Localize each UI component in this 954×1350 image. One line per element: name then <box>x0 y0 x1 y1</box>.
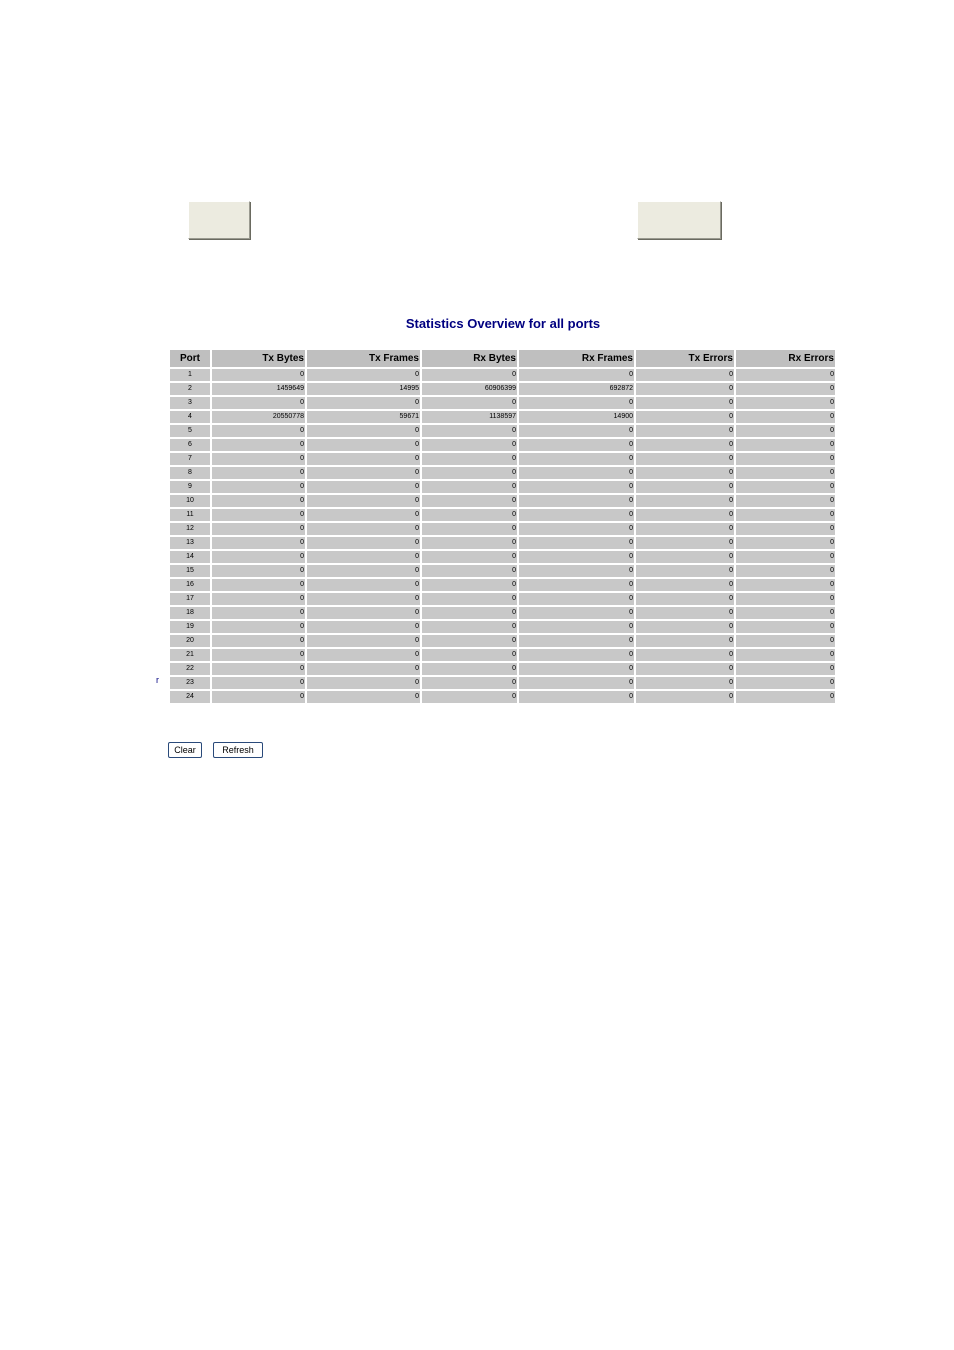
cell-tx-bytes: 0 <box>212 579 305 591</box>
cell-tx-frames: 59671 <box>307 411 420 423</box>
cell-tx-frames: 0 <box>307 537 420 549</box>
cell-rx-bytes: 0 <box>422 467 517 479</box>
clear-button[interactable]: Clear <box>168 742 202 758</box>
cell-rx-frames: 0 <box>519 537 634 549</box>
cell-rx-frames: 0 <box>519 593 634 605</box>
cell-tx-frames: 0 <box>307 649 420 661</box>
cell-port: 3 <box>170 397 210 409</box>
cell-rx-errors: 0 <box>736 523 835 535</box>
cell-rx-frames: 0 <box>519 453 634 465</box>
cell-port: 22 <box>170 663 210 675</box>
cell-rx-errors: 0 <box>736 425 835 437</box>
cell-tx-bytes: 0 <box>212 397 305 409</box>
cell-tx-bytes: 0 <box>212 593 305 605</box>
cell-port: 18 <box>170 607 210 619</box>
cell-rx-frames: 0 <box>519 495 634 507</box>
cell-rx-frames: 0 <box>519 565 634 577</box>
cell-rx-errors: 0 <box>736 411 835 423</box>
cell-port: 8 <box>170 467 210 479</box>
cell-rx-errors: 0 <box>736 369 835 381</box>
cell-tx-frames: 0 <box>307 551 420 563</box>
header-tx-errors: Tx Errors <box>636 350 734 367</box>
cell-tx-errors: 0 <box>636 677 734 689</box>
cell-rx-errors: 0 <box>736 467 835 479</box>
cell-tx-frames: 0 <box>307 677 420 689</box>
cell-rx-frames: 0 <box>519 579 634 591</box>
cell-rx-frames: 0 <box>519 621 634 633</box>
cell-rx-errors: 0 <box>736 383 835 395</box>
cell-tx-bytes: 20550778 <box>212 411 305 423</box>
cell-rx-errors: 0 <box>736 579 835 591</box>
cell-tx-errors: 0 <box>636 607 734 619</box>
cell-tx-frames: 0 <box>307 663 420 675</box>
table-header-row <box>170 350 835 367</box>
cell-rx-frames: 0 <box>519 425 634 437</box>
cell-port: 24 <box>170 691 210 703</box>
cell-rx-frames: 0 <box>519 649 634 661</box>
cell-rx-frames: 14900 <box>519 411 634 423</box>
header-port: Port <box>170 350 210 367</box>
table-row <box>170 691 835 703</box>
table-row <box>170 495 835 507</box>
cell-rx-frames: 0 <box>519 509 634 521</box>
cell-tx-errors: 0 <box>636 481 734 493</box>
cell-tx-frames: 0 <box>307 593 420 605</box>
cell-tx-errors: 0 <box>636 565 734 577</box>
cell-port: 20 <box>170 635 210 647</box>
cell-port: 10 <box>170 495 210 507</box>
cell-tx-errors: 0 <box>636 523 734 535</box>
cell-rx-bytes: 0 <box>422 425 517 437</box>
cell-port: 17 <box>170 593 210 605</box>
table-row <box>170 523 835 535</box>
table-row <box>170 607 835 619</box>
cell-tx-frames: 0 <box>307 425 420 437</box>
cell-rx-frames: 0 <box>519 691 634 703</box>
cell-tx-frames: 0 <box>307 509 420 521</box>
table-row <box>170 621 835 633</box>
cell-tx-frames: 0 <box>307 635 420 647</box>
cell-rx-errors: 0 <box>736 663 835 675</box>
cell-tx-frames: 0 <box>307 397 420 409</box>
cell-tx-frames: 14995 <box>307 383 420 395</box>
cell-port: 16 <box>170 579 210 591</box>
header-tx-frames: Tx Frames <box>307 350 420 367</box>
cell-rx-bytes: 0 <box>422 607 517 619</box>
cell-tx-errors: 0 <box>636 537 734 549</box>
cell-rx-bytes: 0 <box>422 369 517 381</box>
cell-tx-bytes: 0 <box>212 453 305 465</box>
table-row <box>170 453 835 465</box>
header-rx-errors: Rx Errors <box>736 350 835 367</box>
cell-rx-bytes: 0 <box>422 593 517 605</box>
table-row <box>170 509 835 521</box>
cell-rx-errors: 0 <box>736 565 835 577</box>
cell-tx-errors: 0 <box>636 453 734 465</box>
refresh-button[interactable]: Refresh <box>213 742 263 758</box>
cell-tx-bytes: 0 <box>212 677 305 689</box>
cell-rx-bytes: 0 <box>422 523 517 535</box>
cell-tx-bytes: 0 <box>212 635 305 647</box>
cell-tx-errors: 0 <box>636 439 734 451</box>
cell-rx-frames: 0 <box>519 551 634 563</box>
cell-port: 6 <box>170 439 210 451</box>
cell-port: 9 <box>170 481 210 493</box>
cell-rx-errors: 0 <box>736 607 835 619</box>
cell-port: 7 <box>170 453 210 465</box>
cell-port: 13 <box>170 537 210 549</box>
cell-tx-bytes: 0 <box>212 537 305 549</box>
cell-tx-bytes: 0 <box>212 523 305 535</box>
cell-tx-frames: 0 <box>307 523 420 535</box>
cell-rx-bytes: 0 <box>422 677 517 689</box>
cell-tx-errors: 0 <box>636 551 734 563</box>
cell-tx-frames: 0 <box>307 495 420 507</box>
cell-rx-bytes: 0 <box>422 537 517 549</box>
cell-tx-frames: 0 <box>307 467 420 479</box>
cell-rx-frames: 0 <box>519 439 634 451</box>
cell-tx-errors: 0 <box>636 621 734 633</box>
cell-tx-errors: 0 <box>636 495 734 507</box>
cell-tx-bytes: 0 <box>212 439 305 451</box>
cell-port: 14 <box>170 551 210 563</box>
cell-tx-errors: 0 <box>636 425 734 437</box>
table-row <box>170 537 835 549</box>
cell-rx-bytes: 0 <box>422 565 517 577</box>
cell-rx-errors: 0 <box>736 621 835 633</box>
cell-tx-bytes: 0 <box>212 509 305 521</box>
cell-tx-frames: 0 <box>307 607 420 619</box>
table-row <box>170 411 835 423</box>
cell-tx-bytes: 0 <box>212 551 305 563</box>
cell-port: 12 <box>170 523 210 535</box>
cell-tx-frames: 0 <box>307 439 420 451</box>
cell-tx-frames: 0 <box>307 481 420 493</box>
cell-rx-frames: 0 <box>519 635 634 647</box>
table-row <box>170 565 835 577</box>
cell-rx-frames: 0 <box>519 467 634 479</box>
cell-rx-errors: 0 <box>736 439 835 451</box>
page-title: Statistics Overview for all ports <box>405 316 601 331</box>
cell-rx-bytes: 0 <box>422 551 517 563</box>
cell-rx-frames: 0 <box>519 481 634 493</box>
cell-rx-bytes: 0 <box>422 579 517 591</box>
stray-text-mark: r <box>156 675 159 685</box>
table-body <box>170 369 835 703</box>
cell-rx-bytes: 0 <box>422 397 517 409</box>
table-row <box>170 663 835 675</box>
cell-tx-bytes: 0 <box>212 425 305 437</box>
cell-rx-bytes: 0 <box>422 509 517 521</box>
cell-rx-errors: 0 <box>736 481 835 493</box>
cell-port: 19 <box>170 621 210 633</box>
cell-rx-bytes: 0 <box>422 481 517 493</box>
table-row <box>170 579 835 591</box>
cell-rx-bytes: 0 <box>422 635 517 647</box>
cell-rx-bytes: 0 <box>422 621 517 633</box>
cell-tx-errors: 0 <box>636 411 734 423</box>
cell-tx-errors: 0 <box>636 579 734 591</box>
cell-tx-bytes: 1459649 <box>212 383 305 395</box>
cell-port: 4 <box>170 411 210 423</box>
cell-rx-frames: 0 <box>519 677 634 689</box>
blank-button-right[interactable] <box>637 201 721 239</box>
cell-rx-errors: 0 <box>736 691 835 703</box>
cell-tx-bytes: 0 <box>212 649 305 661</box>
cell-rx-errors: 0 <box>736 649 835 661</box>
cell-rx-frames: 0 <box>519 663 634 675</box>
cell-rx-bytes: 0 <box>422 649 517 661</box>
table-row <box>170 551 835 563</box>
cell-tx-bytes: 0 <box>212 607 305 619</box>
cell-port: 23 <box>170 677 210 689</box>
cell-port: 11 <box>170 509 210 521</box>
cell-tx-errors: 0 <box>636 635 734 647</box>
cell-rx-errors: 0 <box>736 635 835 647</box>
table-row <box>170 635 835 647</box>
cell-rx-frames: 0 <box>519 369 634 381</box>
table-row <box>170 677 835 689</box>
cell-tx-errors: 0 <box>636 663 734 675</box>
table-row <box>170 439 835 451</box>
cell-port: 2 <box>170 383 210 395</box>
cell-port: 15 <box>170 565 210 577</box>
cell-port: 21 <box>170 649 210 661</box>
cell-tx-bytes: 0 <box>212 481 305 493</box>
header-rx-bytes: Rx Bytes <box>422 350 517 367</box>
table-row <box>170 649 835 661</box>
statistics-table <box>168 348 837 705</box>
cell-tx-bytes: 0 <box>212 565 305 577</box>
header-rx-frames: Rx Frames <box>519 350 634 367</box>
cell-rx-bytes: 0 <box>422 439 517 451</box>
table-row <box>170 467 835 479</box>
cell-rx-frames: 0 <box>519 397 634 409</box>
cell-tx-errors: 0 <box>636 509 734 521</box>
cell-rx-bytes: 1138597 <box>422 411 517 423</box>
table-row <box>170 383 835 395</box>
cell-rx-bytes: 0 <box>422 691 517 703</box>
cell-rx-frames: 692872 <box>519 383 634 395</box>
cell-rx-errors: 0 <box>736 509 835 521</box>
table-row <box>170 481 835 493</box>
table-row <box>170 593 835 605</box>
cell-rx-frames: 0 <box>519 523 634 535</box>
cell-rx-errors: 0 <box>736 495 835 507</box>
cell-tx-frames: 0 <box>307 565 420 577</box>
header-tx-bytes: Tx Bytes <box>212 350 305 367</box>
cell-tx-errors: 0 <box>636 649 734 661</box>
cell-tx-bytes: 0 <box>212 691 305 703</box>
cell-tx-frames: 0 <box>307 691 420 703</box>
blank-button-left[interactable] <box>188 201 250 239</box>
cell-tx-frames: 0 <box>307 621 420 633</box>
cell-rx-bytes: 0 <box>422 495 517 507</box>
cell-rx-errors: 0 <box>736 551 835 563</box>
cell-tx-errors: 0 <box>636 383 734 395</box>
cell-tx-bytes: 0 <box>212 467 305 479</box>
cell-tx-bytes: 0 <box>212 663 305 675</box>
cell-tx-frames: 0 <box>307 453 420 465</box>
cell-rx-errors: 0 <box>736 537 835 549</box>
cell-tx-frames: 0 <box>307 579 420 591</box>
cell-rx-frames: 0 <box>519 607 634 619</box>
cell-tx-errors: 0 <box>636 467 734 479</box>
table-row <box>170 369 835 381</box>
cell-tx-bytes: 0 <box>212 495 305 507</box>
table-row <box>170 397 835 409</box>
cell-rx-bytes: 0 <box>422 663 517 675</box>
cell-tx-frames: 0 <box>307 369 420 381</box>
cell-tx-errors: 0 <box>636 397 734 409</box>
cell-rx-errors: 0 <box>736 593 835 605</box>
cell-port: 5 <box>170 425 210 437</box>
cell-rx-errors: 0 <box>736 397 835 409</box>
cell-port: 1 <box>170 369 210 381</box>
cell-tx-bytes: 0 <box>212 621 305 633</box>
cell-tx-errors: 0 <box>636 593 734 605</box>
cell-rx-errors: 0 <box>736 453 835 465</box>
cell-tx-bytes: 0 <box>212 369 305 381</box>
cell-tx-errors: 0 <box>636 691 734 703</box>
cell-rx-bytes: 60906399 <box>422 383 517 395</box>
table-row <box>170 425 835 437</box>
cell-tx-errors: 0 <box>636 369 734 381</box>
cell-rx-bytes: 0 <box>422 453 517 465</box>
cell-rx-errors: 0 <box>736 677 835 689</box>
